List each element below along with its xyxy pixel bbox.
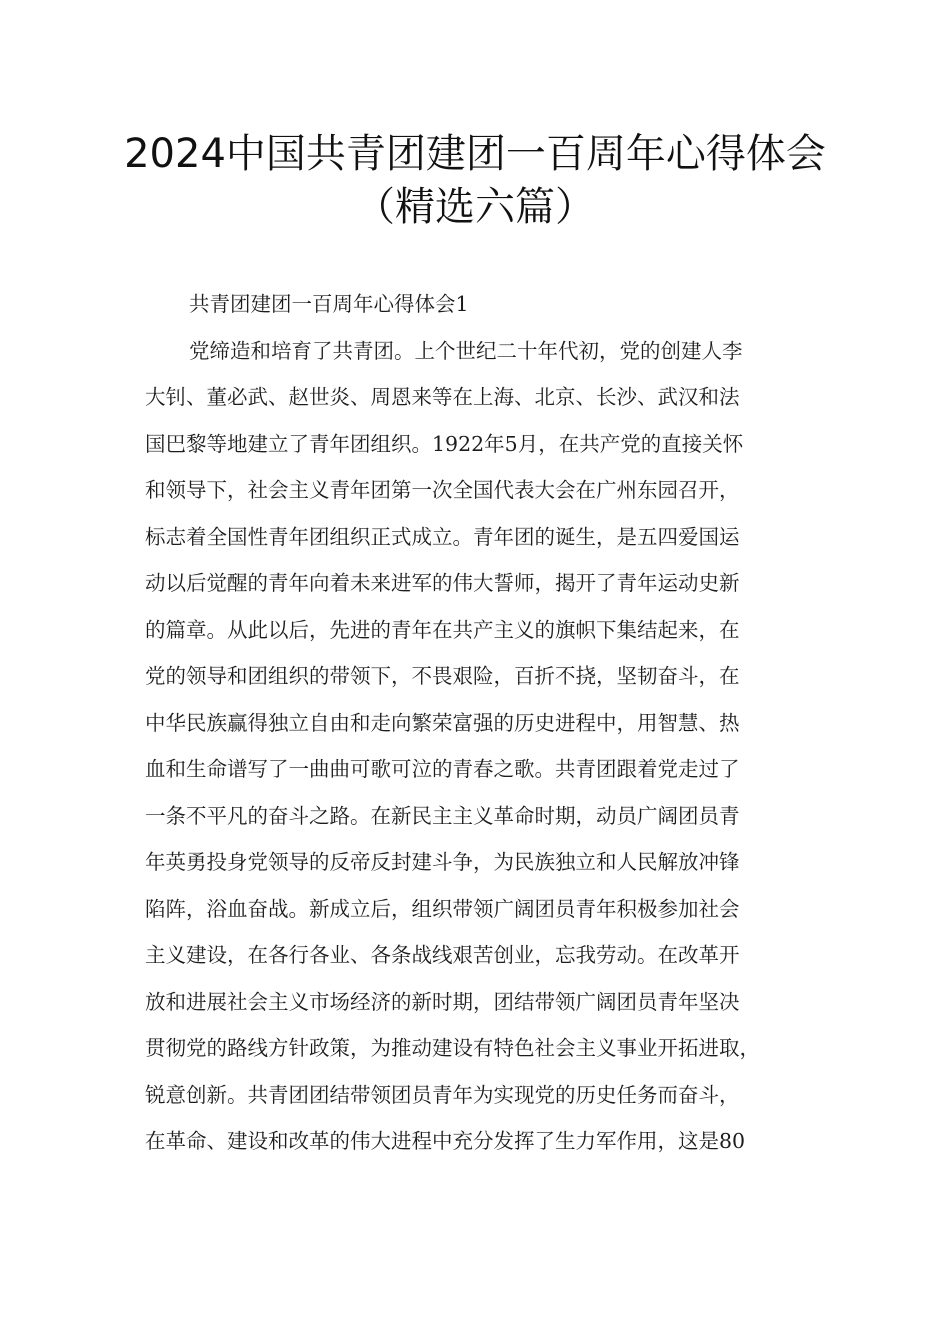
paragraph-line: 放和进展社会主义市场经济的新时期，团结带领广阔团员青年坚决 <box>145 989 740 1014</box>
title-line-1: 2024中国共青团建团一百周年心得体会 <box>124 131 826 177</box>
paragraph-line: 标志着全国性青年团组织正式成立。青年团的诞生，是五四爱国运 <box>145 524 740 549</box>
paragraph-line: 在革命、建设和改革的伟大进程中充分发挥了生力军作用，这是80 <box>145 1129 746 1153</box>
paragraph-line: 血和生命谱写了一曲曲可歌可泣的青春之歌。共青团跟着党走过了 <box>145 757 740 781</box>
paragraph-line: 动以后觉醒的青年向着未来进军的伟大誓师，揭开了青年运动史新 <box>145 571 740 595</box>
paragraph-line: 的篇章。从此以后，先进的青年在共产主义的旗帜下集结起来，在 <box>145 617 740 642</box>
document-title <box>0 128 950 234</box>
paragraph-line: 贯彻党的路线方针政策，为推动建设有特色社会主义事业开拓进取， <box>145 1036 760 1060</box>
paragraph-line: 国巴黎等地建立了青年团组织。1922年5月，在共产党的直接关怀 <box>145 431 744 456</box>
paragraph-line: 党缔造和培育了共青团。上个世纪二十年代初，党的创建人李 <box>189 338 743 363</box>
section-heading: 共青团建团一百周年心得体会1 <box>189 292 469 316</box>
paragraph-line: 大钊、董必武、赵世炎、周恩来等在上海、北京、长沙、武汉和法 <box>145 385 740 409</box>
paragraph-line: 锐意创新。共青团团结带领团员青年为实现党的历史任务而奋斗， <box>145 1082 740 1107</box>
paragraph-line: 党的领导和团组织的带领下，不畏艰险，百折不挠，坚韧奋斗，在 <box>145 664 740 688</box>
paragraph-line: 主义建设，在各行各业、各条战线艰苦创业，忘我劳动。在改革开 <box>145 943 740 967</box>
paragraph-line: 和领导下，社会主义青年团第一次全国代表大会在广州东园召开， <box>145 478 740 502</box>
paragraph-line: 中华民族赢得独立自由和走向繁荣富强的历史进程中，用智慧、热 <box>145 710 740 735</box>
title-line-2: （精选六篇） <box>355 184 595 230</box>
paragraph-line: 年英勇投身党领导的反帝反封建斗争，为民族独立和人民解放冲锋 <box>145 850 740 874</box>
paragraph-line: 陷阵，浴血奋战。新成立后，组织带领广阔团员青年积极参加社会 <box>145 896 740 921</box>
document-body <box>145 281 825 1165</box>
paragraph-line: 一条不平凡的奋斗之路。在新民主主义革命时期，动员广阔团员青 <box>145 803 740 828</box>
